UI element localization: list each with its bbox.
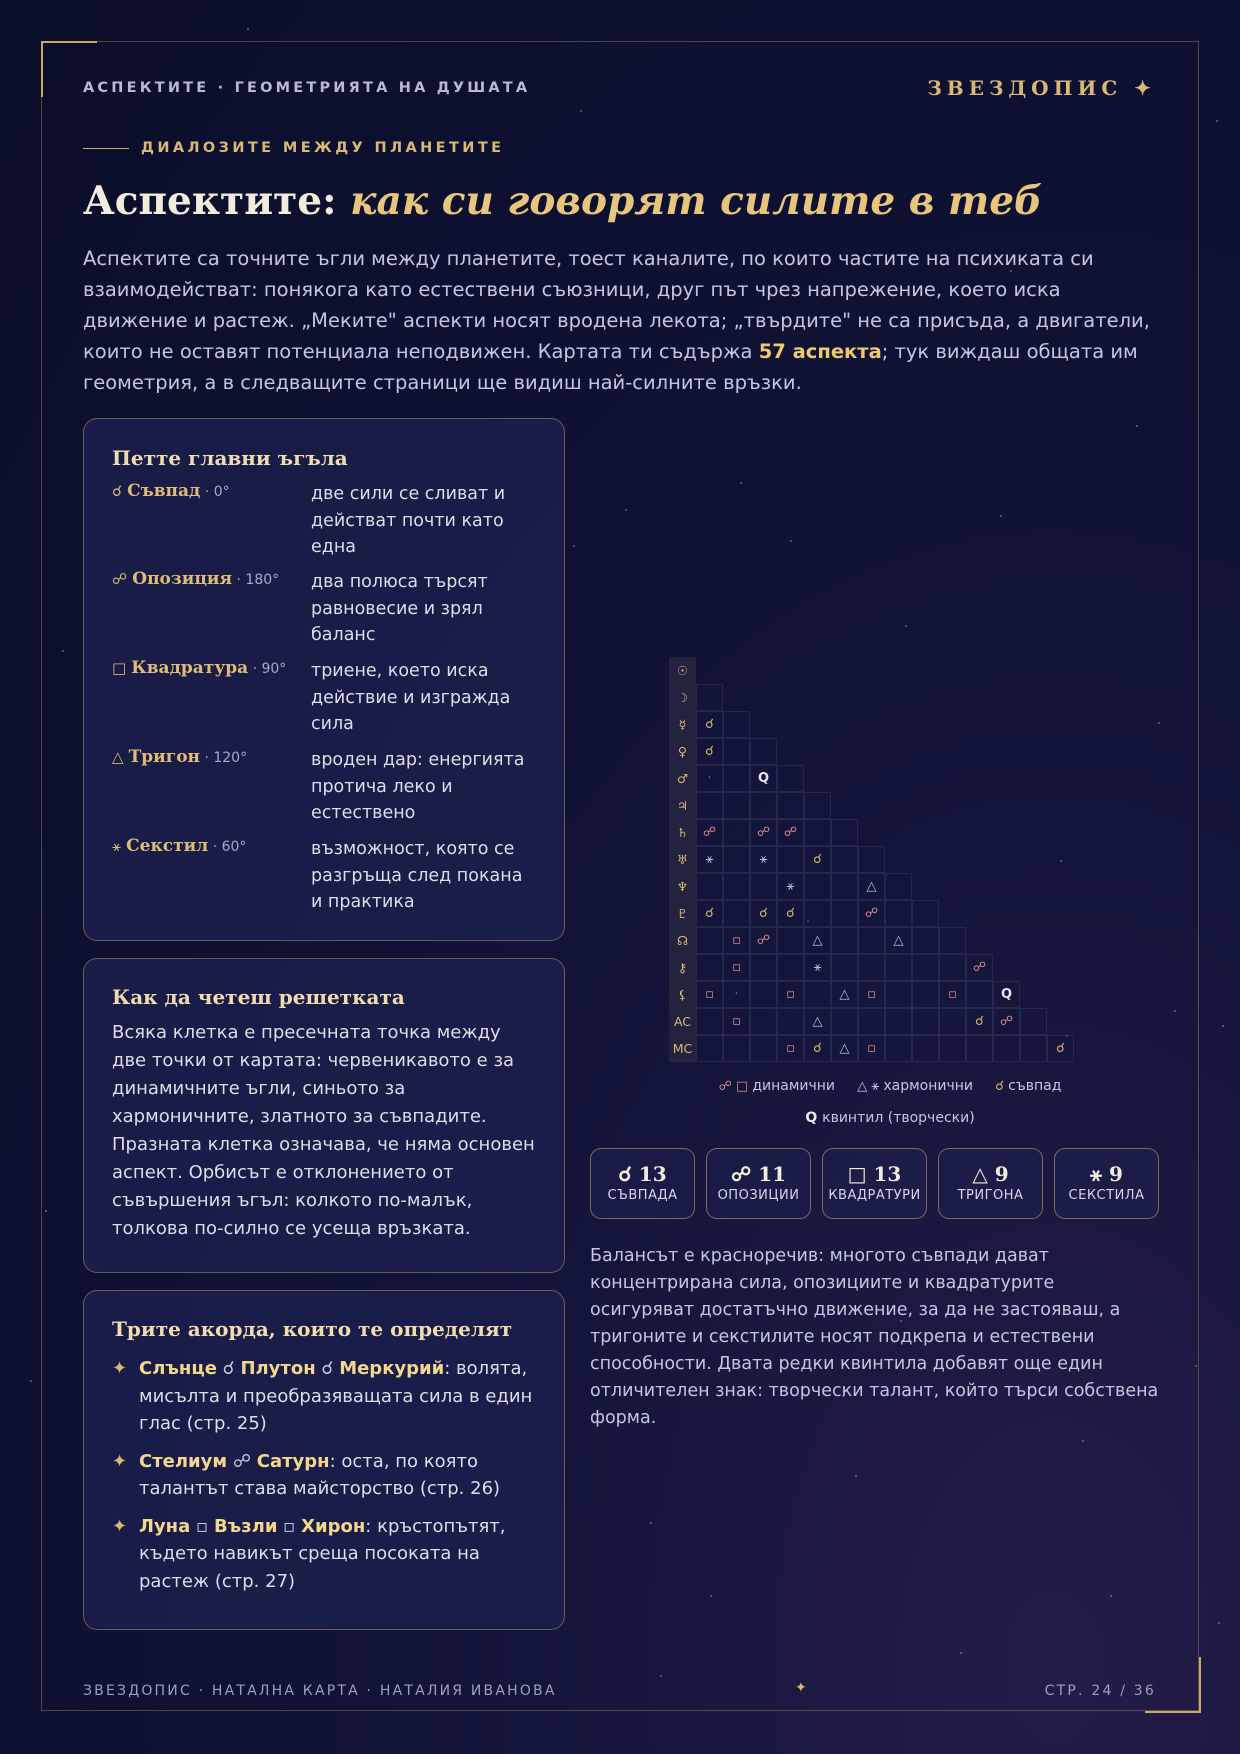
page-title <box>83 178 1042 224</box>
angle-name: Опозиция <box>132 569 233 589</box>
angle-description: две сили се сливат и действат почти като една <box>311 484 506 557</box>
grid-cell <box>723 900 750 927</box>
star-dot <box>1195 1365 1197 1367</box>
grid-cell <box>750 1035 777 1062</box>
angle-degree: · 60° <box>208 839 247 855</box>
grid-row-header: ⚸ <box>669 981 696 1008</box>
grid-cell <box>777 792 804 819</box>
grid-cell <box>723 711 750 738</box>
grid-cell <box>723 792 750 819</box>
grid-cell <box>939 954 966 981</box>
grid-cell <box>885 954 912 981</box>
grid-cell: ▫ <box>858 1035 885 1062</box>
conjunction-icon: ☌ <box>618 1162 632 1186</box>
harmonic-icon: △ ⚹ <box>857 1079 884 1094</box>
grid-cell: ☌ <box>696 900 723 927</box>
grid-cell <box>804 819 831 846</box>
stat-value: 13 <box>638 1162 667 1186</box>
grid-cell: ☌ <box>1047 1035 1074 1062</box>
angle-description: два полюса търсят равновесие и зрял баланс <box>311 572 488 645</box>
grid-cell: △ <box>831 1035 858 1062</box>
header-section: АСПЕКТИТЕ · ГЕОМЕТРИЯТА НА ДУШАТА <box>83 80 531 96</box>
grid-cell: ☌ <box>804 846 831 873</box>
star-dot <box>573 545 575 547</box>
grid-cell <box>831 927 858 954</box>
star-dot <box>1216 120 1218 122</box>
star-dot <box>660 1675 662 1677</box>
grid-cell <box>966 981 993 1008</box>
angle-description: триене, което иска действие и изгражда сила <box>311 661 511 734</box>
grid-cell: ☍ <box>858 900 885 927</box>
grid-cell <box>939 927 966 954</box>
grid-cell: △ <box>858 873 885 900</box>
grid-cell: △ <box>831 981 858 1008</box>
stat-squares <box>822 1148 927 1219</box>
grid-cell <box>1020 1008 1047 1035</box>
grid-cell: ☍ <box>966 954 993 981</box>
conjunction-icon: ☌ <box>112 482 123 500</box>
grid-row-header: ♂ <box>669 765 696 792</box>
chord-aspect: ▫ <box>277 1515 302 1537</box>
trine-icon: △ <box>972 1162 988 1186</box>
grid-legend-quintile <box>590 1110 1190 1126</box>
grid-cell: ⚹ <box>750 846 777 873</box>
grid-cell: ☌ <box>750 900 777 927</box>
stat-value: 13 <box>873 1162 902 1186</box>
grid-cell: · <box>696 765 723 792</box>
stat-label: СЪВПАДА <box>607 1188 678 1203</box>
grid-row-header: ♃ <box>669 792 696 819</box>
angle-degree: · 120° <box>200 750 248 766</box>
kicker-line <box>83 148 129 149</box>
grid-cell <box>912 954 939 981</box>
chords-card <box>83 1290 565 1630</box>
star-dot <box>30 1380 32 1382</box>
grid-cell: ▫ <box>723 1008 750 1035</box>
star-dot <box>1110 1595 1112 1597</box>
chord-text: : волята, мисълта и преобразяващата сила в един глас (стр. 25) <box>139 1358 533 1434</box>
star-dot <box>855 1475 857 1477</box>
footer-left: ЗВЕЗДОПИС · НАТАЛНА КАРТА · НАТАЛИЯ ИВАНОВА <box>83 1683 557 1699</box>
grid-cell <box>831 954 858 981</box>
grid-cell <box>804 981 831 1008</box>
star-dot <box>740 482 742 484</box>
chord-aspect: ▫ <box>190 1515 214 1537</box>
stat-oppositions <box>706 1148 811 1219</box>
grid-cell: Q <box>993 981 1020 1008</box>
grid-cell <box>858 846 885 873</box>
angles-card-title: Петте главни ъгъла <box>112 446 348 470</box>
chord-body: Меркурий <box>339 1358 445 1379</box>
grid-cell <box>777 1008 804 1035</box>
grid-cell <box>723 819 750 846</box>
star-dot <box>247 28 249 30</box>
footer-page-number: СТР. 24 / 36 <box>1044 1683 1156 1699</box>
stat-sextiles <box>1054 1148 1159 1219</box>
grid-cell: ☍ <box>777 819 804 846</box>
grid-cell <box>750 1008 777 1035</box>
grid-cell <box>831 1008 858 1035</box>
sparkle-icon: ✦ <box>112 1450 128 1472</box>
grid-cell <box>885 1035 912 1062</box>
grid-cell <box>777 846 804 873</box>
grid-cell <box>939 1008 966 1035</box>
star-dot <box>1082 1440 1084 1442</box>
intro-highlight: 57 аспекта <box>758 340 882 363</box>
grid-cell: ▫ <box>696 981 723 1008</box>
grid-cell <box>696 792 723 819</box>
grid-cell: △ <box>885 927 912 954</box>
grid-guide-text: Всяка клетка е пресечната точка между две точки от картата: червеникавото е за динамичните ъгли, синьото за хармоничните, златното за съвпадите. Празната клетка означава, че няма основен аспект. Орбисът е отклонението от съвършения ъгъл: колкото по-малък, толкова по-силно се усеща връзката. <box>112 1022 535 1239</box>
grid-cell <box>858 927 885 954</box>
grid-cell <box>1020 1035 1047 1062</box>
grid-cell <box>723 765 750 792</box>
grid-cell <box>858 954 885 981</box>
stat-value: 9 <box>994 1162 1009 1186</box>
grid-cell <box>696 927 723 954</box>
grid-cell <box>723 873 750 900</box>
grid-cell <box>966 1035 993 1062</box>
chord-body: Хирон <box>301 1515 366 1537</box>
intro-after: ; тук виждаш общата им геометрия, а в следващите страници ще видиш най-силните връзки. <box>83 340 1138 394</box>
star-dot <box>1136 425 1138 427</box>
grid-cell <box>750 738 777 765</box>
chord-aspect: ☌ <box>216 1358 241 1379</box>
grid-cell <box>723 738 750 765</box>
grid-cell <box>723 1035 750 1062</box>
grid-cell <box>831 819 858 846</box>
star-dot <box>905 625 907 627</box>
stat-label: КВАДРАТУРИ <box>828 1188 921 1203</box>
grid-row-header: ♇ <box>669 900 696 927</box>
grid-cell <box>750 873 777 900</box>
stat-conjunctions <box>590 1148 695 1219</box>
stat-trines <box>938 1148 1043 1219</box>
grid-cell: ☍ <box>993 1008 1020 1035</box>
grid-cell: ⚹ <box>804 954 831 981</box>
square-icon: □ <box>847 1162 867 1186</box>
grid-cell: △ <box>804 1008 831 1035</box>
grid-cell <box>831 846 858 873</box>
header-brand: ЗВЕЗДОПИС ✦ <box>927 76 1156 100</box>
grid-cell <box>750 981 777 1008</box>
grid-cell <box>777 927 804 954</box>
stat-value: 11 <box>758 1162 787 1186</box>
stat-label: ОПОЗИЦИИ <box>717 1188 800 1203</box>
grid-cell: ☌ <box>804 1035 831 1062</box>
chord-body: Плутон <box>240 1358 316 1379</box>
chord-item <box>112 1448 536 1503</box>
grid-cell <box>750 792 777 819</box>
grid-cell <box>750 954 777 981</box>
grid-cell <box>912 1008 939 1035</box>
chord-item <box>112 1355 536 1438</box>
grid-row-header: ♆ <box>669 873 696 900</box>
star-dot <box>960 1652 962 1654</box>
grid-cell <box>804 792 831 819</box>
chord-aspect: ☌ <box>315 1358 340 1379</box>
stat-label: СЕКСТИЛА <box>1068 1188 1145 1203</box>
grid-cell <box>723 846 750 873</box>
grid-cell <box>912 900 939 927</box>
angle-name: Квадратура <box>131 658 249 678</box>
square-icon: □ <box>112 659 127 677</box>
grid-cell: ☌ <box>777 900 804 927</box>
grid-row-header: ♄ <box>669 819 696 846</box>
grid-cell <box>993 1035 1020 1062</box>
chord-body: Слънце <box>139 1358 217 1379</box>
angle-name: Съвпад <box>127 481 201 501</box>
title-accent: как си говорят силите в теб <box>350 178 1043 224</box>
grid-cell: ▫ <box>723 927 750 954</box>
grid-cell: ⚹ <box>696 846 723 873</box>
angles-card <box>83 418 565 941</box>
grid-cell <box>858 1008 885 1035</box>
grid-cell <box>939 1035 966 1062</box>
grid-cell <box>696 684 723 711</box>
grid-cell <box>885 1008 912 1035</box>
grid-cell: ▫ <box>858 981 885 1008</box>
sparkle-icon: ✦ <box>112 1515 128 1537</box>
grid-row-header: ☽ <box>669 684 696 711</box>
sextile-icon: ⚹ <box>1090 1162 1103 1186</box>
star-dot <box>1000 515 1002 517</box>
grid-cell: ▫ <box>777 981 804 1008</box>
sextile-icon: ⚹ <box>112 837 122 855</box>
grid-legend <box>590 1078 1190 1094</box>
star-dot <box>45 1210 47 1212</box>
grid-cell <box>831 900 858 927</box>
chord-body: Сатурн <box>256 1450 330 1472</box>
grid-cell: ☍ <box>750 927 777 954</box>
star-dot <box>1060 860 1062 862</box>
star-dot <box>580 110 582 112</box>
grid-cell <box>912 981 939 1008</box>
grid-cell <box>696 1008 723 1035</box>
star-dot <box>790 540 792 542</box>
grid-cell <box>831 873 858 900</box>
grid-row-header: ☿ <box>669 711 696 738</box>
grid-row-header: MC <box>669 1035 696 1062</box>
star-dot <box>650 1522 652 1524</box>
star-dot <box>1218 1622 1220 1624</box>
grid-row-header: ☊ <box>669 927 696 954</box>
stat-value: 9 <box>1109 1162 1123 1186</box>
grid-cell: ▫ <box>723 954 750 981</box>
star-dot <box>625 509 627 511</box>
grid-cell <box>885 981 912 1008</box>
star-dot <box>1222 1025 1224 1027</box>
grid-cell <box>777 765 804 792</box>
grid-cell: ☌ <box>966 1008 993 1035</box>
chord-text: : кръстопътят, където навикът среща посоката на растеж (стр. 27) <box>139 1515 506 1592</box>
star-dot <box>710 1595 712 1597</box>
opposition-icon: ☍ <box>730 1162 752 1186</box>
grid-cell <box>885 873 912 900</box>
grid-cell: ⚹ <box>777 873 804 900</box>
grid-cell: ▫ <box>777 1035 804 1062</box>
angle-description: възможност, която се разгръща след покана и практика <box>311 839 523 912</box>
grid-cell: · <box>723 981 750 1008</box>
chord-item <box>112 1513 536 1596</box>
angle-degree: · 90° <box>248 661 287 677</box>
angle-degree: · 180° <box>232 572 280 588</box>
angle-name: Тригон <box>128 747 200 767</box>
grid-cell <box>696 873 723 900</box>
grid-guide-title: Как да четеш решетката <box>112 985 405 1009</box>
chord-text: : оста, по която талантът става майсторство (стр. 26) <box>139 1450 501 1499</box>
grid-cell <box>804 900 831 927</box>
opposition-icon: ☍ <box>112 570 128 588</box>
star-dot <box>1158 722 1160 724</box>
sparkle-icon: ✦ <box>112 1358 128 1379</box>
kicker <box>83 140 504 156</box>
grid-cell <box>804 873 831 900</box>
grid-cell: ☍ <box>750 819 777 846</box>
grid-cell <box>885 900 912 927</box>
intro-paragraph <box>83 243 1158 398</box>
grid-cell <box>696 1035 723 1062</box>
balance-summary: Балансът е красноречив: многото съвпади дават концентрирана сила, опозициите и квадратурите осигуряват достатъчно движение, за да не застояваш, а тригоните и секстилите носят подкрепа и естествени способности. Двата редки квинтила добавят още един отличителен знак: творчески талант, който търси собствена форма. <box>590 1246 1159 1428</box>
angle-degree: · 0° <box>200 484 230 500</box>
legend-dynamic: динамични <box>752 1078 836 1094</box>
grid-row-header: ♅ <box>669 846 696 873</box>
grid-cell: Q <box>750 765 777 792</box>
grid-cell: ☌ <box>696 711 723 738</box>
grid-cell: ☍ <box>696 819 723 846</box>
angle-name: Секстил <box>126 836 209 856</box>
chord-body: Възли <box>213 1515 278 1537</box>
grid-cell <box>912 927 939 954</box>
kicker-text: ДИАЛОЗИТЕ МЕЖДУ ПЛАНЕТИТЕ <box>141 140 505 156</box>
conjunction-icon: ☌ <box>995 1079 1009 1094</box>
chord-aspect: ☍ <box>227 1450 257 1472</box>
grid-cell <box>696 954 723 981</box>
intro-before: Аспектите са точните ъгли между планетите, тоест каналите, по които частите на психиката си взаимодействат: понякога като естествени съюзници, друг път чрез напрежение, което иска движение и растеж. „Меките" аспекти носят вродена лекота; „твърдите" не са присъда, а двигатели, които не оставят потенциала неподвижен. Картата ти съдържа <box>83 247 1150 363</box>
grid-cell <box>777 954 804 981</box>
grid-cell <box>912 1035 939 1062</box>
chord-body: Луна <box>139 1515 191 1537</box>
title-main: Аспектите: <box>83 178 351 224</box>
quintile-icon: Q <box>805 1110 823 1126</box>
dynamic-icon: ☍ □ <box>718 1079 753 1094</box>
grid-cell: ▫ <box>939 981 966 1008</box>
chords-card-title: Трите акорда, които те определят <box>112 1317 513 1341</box>
angle-description: вроден дар: енергията протича леко и естествено <box>311 750 525 823</box>
legend-harmonic: хармонични <box>883 1078 973 1094</box>
footer-star-icon: ✦ <box>795 1680 807 1696</box>
trine-icon: △ <box>112 748 124 766</box>
grid-row-header: ♀ <box>669 738 696 765</box>
grid-row-header: ⚷ <box>669 954 696 981</box>
legend-conjunction: съвпад <box>1008 1078 1062 1094</box>
grid-cell: △ <box>804 927 831 954</box>
chord-body: Стелиум <box>139 1450 228 1472</box>
legend-quintile: квинтил (творчески) <box>822 1110 975 1126</box>
grid-guide-card <box>83 958 565 1273</box>
star-dot <box>1174 1010 1176 1012</box>
grid-row-header: ☉ <box>669 657 696 684</box>
grid-row-header: AC <box>669 1008 696 1035</box>
stat-label: ТРИГОНА <box>957 1188 1024 1203</box>
star-dot <box>62 650 64 652</box>
grid-cell: ☌ <box>696 738 723 765</box>
